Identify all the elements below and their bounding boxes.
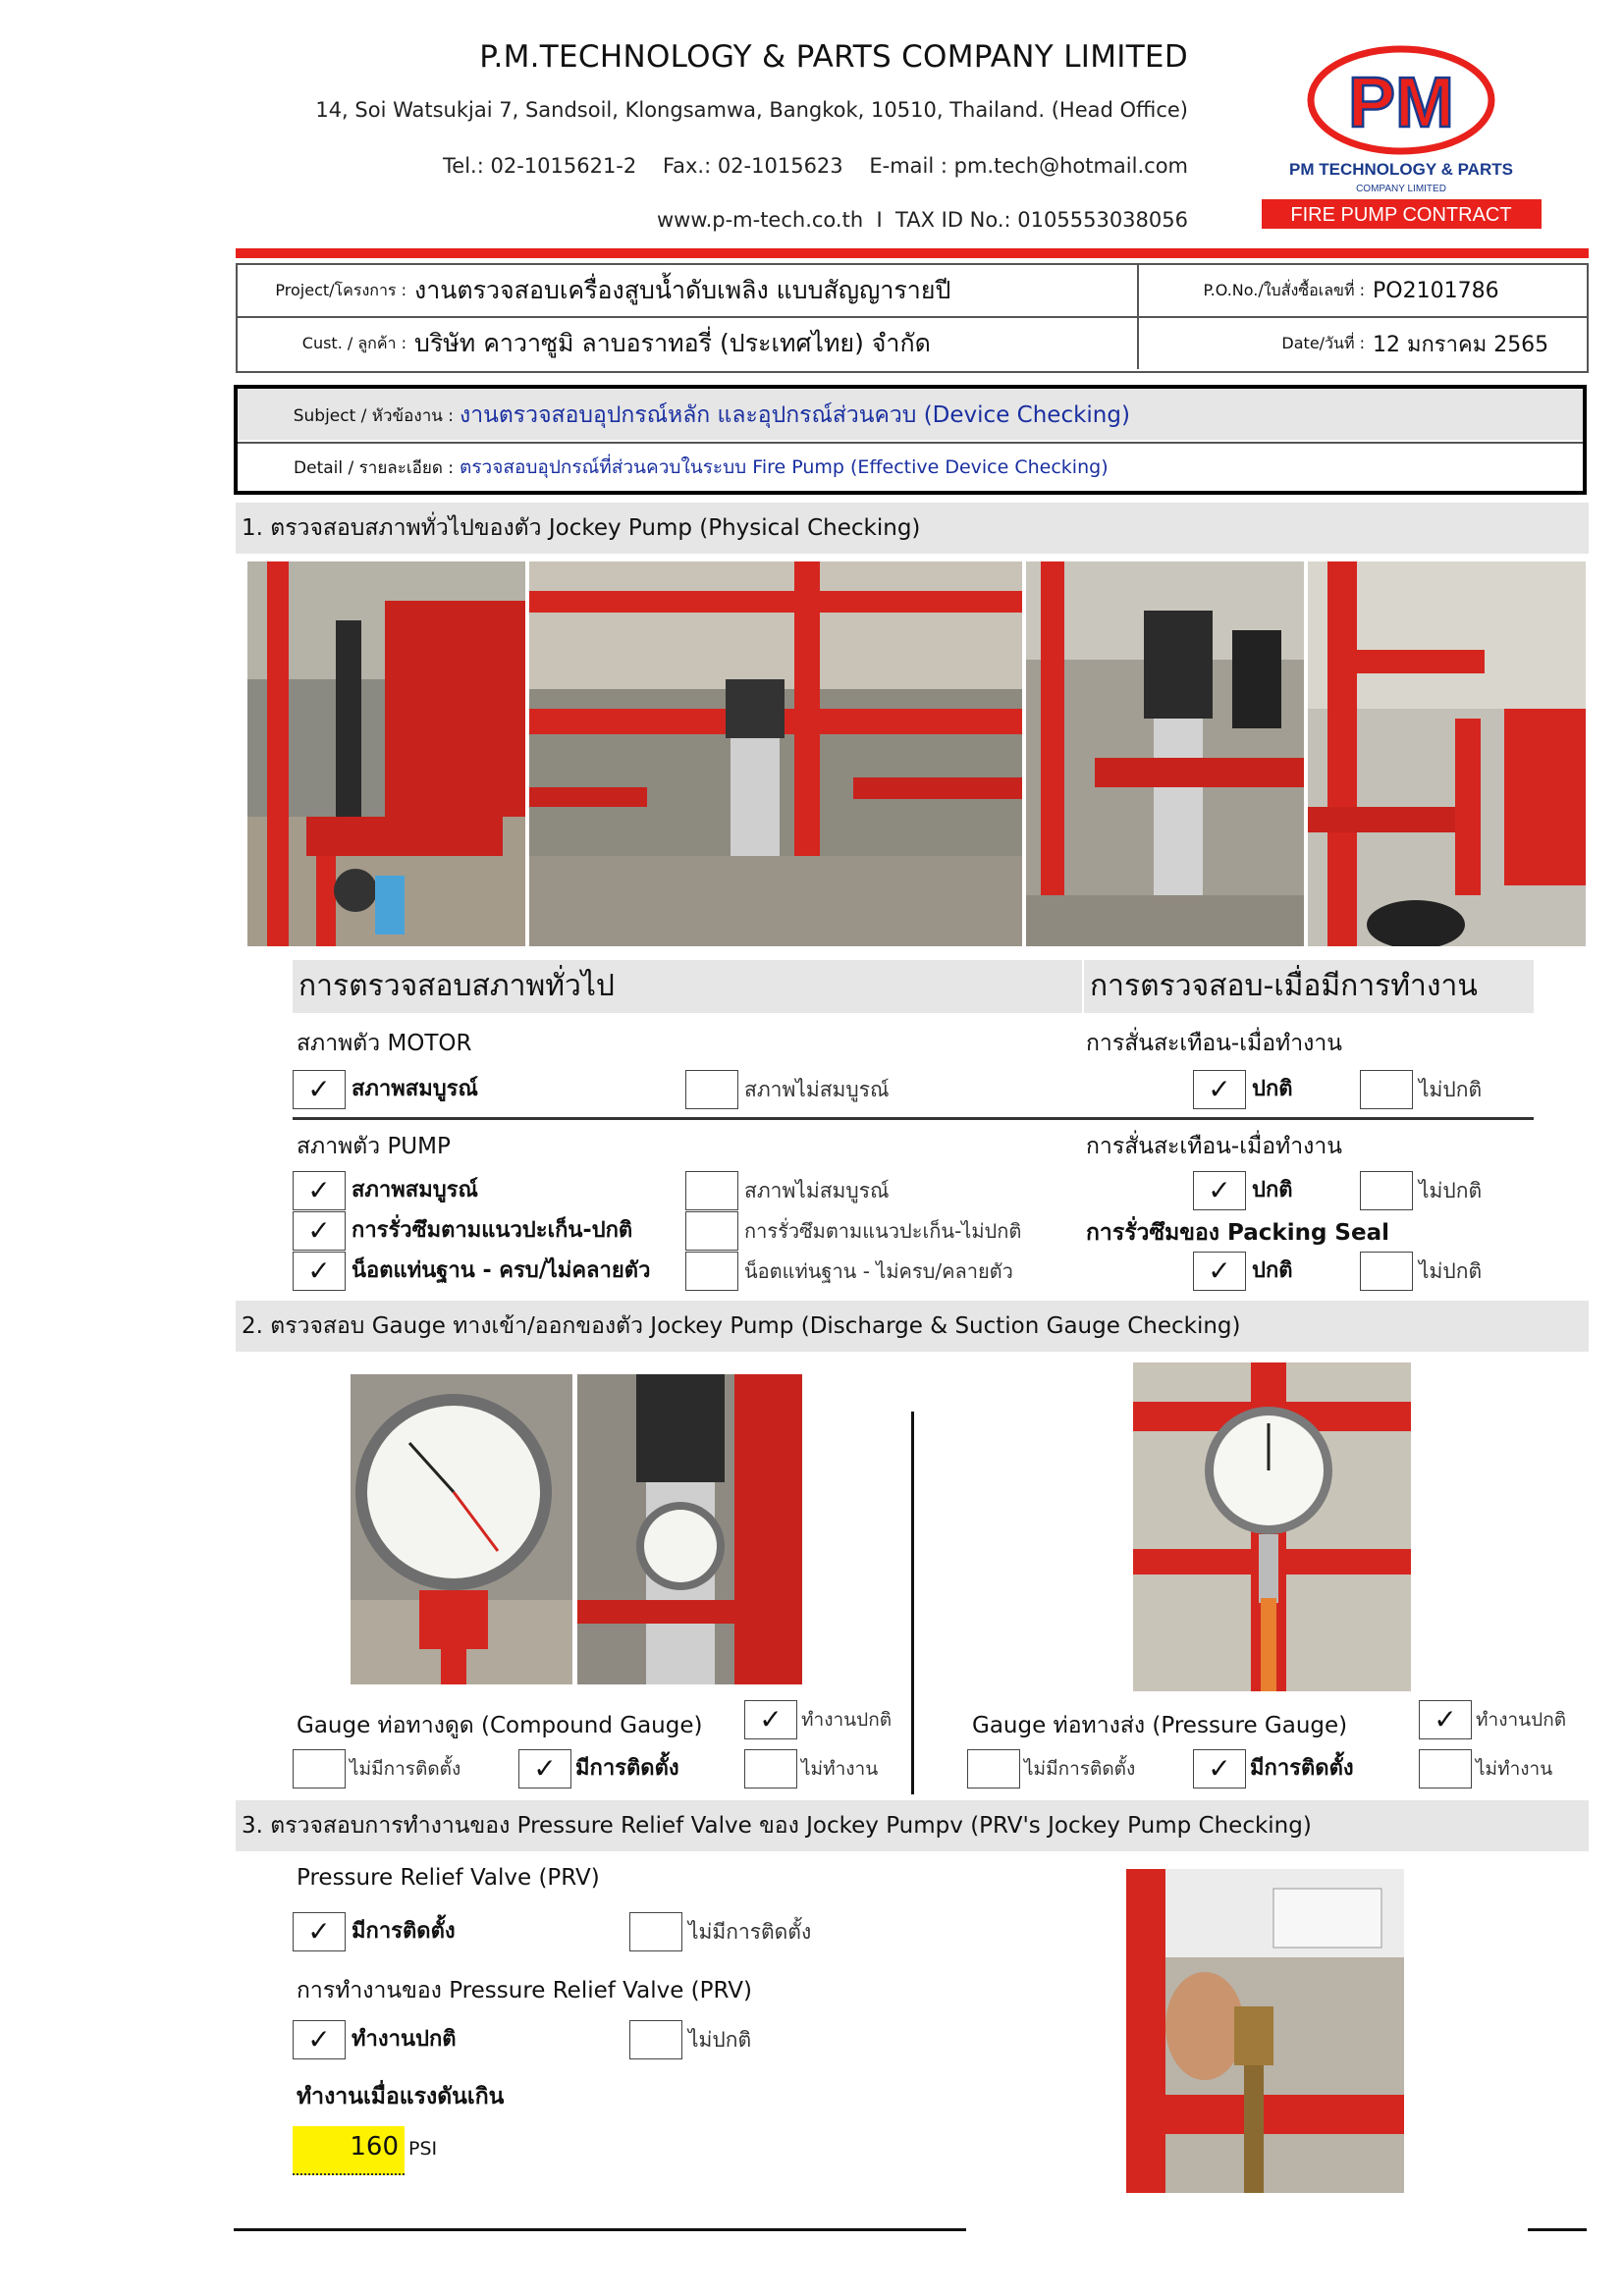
company-name: P.M.TECHNOLOGY & PARTS COMPANY LIMITED: [479, 39, 1188, 75]
pump-heading: สภาพตัว PUMP: [297, 1134, 451, 1159]
discharge-working-label: ทำงานปกติ: [1476, 1709, 1567, 1731]
prv-not-installed-checkbox[interactable]: [629, 1912, 682, 1951]
cust-label: Cust. / ลูกค้า :: [301, 333, 406, 352]
suction-gauge-label: Gauge ท่อทางดูด (Compound Gauge): [297, 1713, 703, 1738]
suction-gauge-photo-1: [351, 1374, 572, 1684]
discharge-installed-label: มีการติดตั้ง: [1250, 1756, 1354, 1781]
packing-normal-label: ปกติ: [1252, 1258, 1293, 1283]
bolt-bad-label: น็อตแท่นฐาน - ไม่ครบ/คลายตัว: [744, 1259, 1013, 1283]
company-logo: [1262, 44, 1542, 236]
discharge-not-installed-checkbox[interactable]: [967, 1749, 1020, 1789]
pressure-value: 160: [350, 2132, 399, 2162]
motor-complete-label: สภาพสมบูรณ์: [352, 1077, 478, 1101]
suction-installed-checkbox[interactable]: ✓: [518, 1749, 571, 1789]
detail-value: ตรวจสอบอุปกรณ์ที่ส่วนควบในระบบ Fire Pump (Effective Device Checking): [460, 456, 1109, 478]
pump-incomplete-label: สภาพไม่สมบูรณ์: [744, 1179, 890, 1202]
suction-installed-label: มีการติดตั้ง: [575, 1756, 679, 1781]
leak-ok-checkbox[interactable]: ✓: [293, 1211, 346, 1251]
prv-photo: [1126, 1869, 1404, 2193]
gauge-divider: [911, 1412, 914, 1794]
pump-vibration-abnormal-label: ไม่ปกติ: [1419, 1179, 1483, 1202]
packing-abnormal-label: ไม่ปกติ: [1419, 1259, 1483, 1283]
detail-label: Detail / รายละเอียด :: [294, 457, 454, 478]
discharge-not-working-label: ไม่ทำงาน: [1476, 1758, 1553, 1780]
logo-sub2: COMPANY LIMITED: [1356, 184, 1446, 194]
leak-bad-checkbox[interactable]: [685, 1211, 738, 1251]
suction-working-label: ทำงานปกติ: [801, 1709, 893, 1731]
pressure-heading: ทำงานเมื่อแรงดันเกิน: [297, 2084, 505, 2109]
pump-vibration-normal-checkbox[interactable]: ✓: [1193, 1171, 1246, 1210]
jockey-pump-photo-4: [1308, 561, 1586, 946]
company-web: www.p-m-tech.co.th I TAX ID No.: 0105553038056: [656, 208, 1188, 232]
logo-text: PM: [1348, 64, 1454, 142]
leak-ok-label: การรั่วซึมตามแนวปะเก็น-ปกติ: [352, 1218, 633, 1243]
packing-abnormal-checkbox[interactable]: [1360, 1252, 1413, 1291]
discharge-installed-checkbox[interactable]: ✓: [1193, 1749, 1246, 1789]
motor-vibration-abnormal-checkbox[interactable]: [1360, 1070, 1413, 1109]
subject-label: Subject / หัวข้องาน :: [293, 405, 454, 426]
footer-line-left: [234, 2228, 966, 2231]
logo-banner: FIRE PUMP CONTRACT: [1290, 204, 1512, 226]
suction-working-checkbox[interactable]: ✓: [744, 1700, 797, 1739]
discharge-gauge-label: Gauge ท่อทางส่ง (Pressure Gauge): [972, 1713, 1348, 1738]
prv-abnormal-checkbox[interactable]: [629, 2020, 682, 2059]
po-value: PO2101786: [1373, 278, 1499, 303]
operation-heading: การตรวจสอบ-เมื่อมีการทำงาน: [1084, 960, 1534, 1013]
bolt-bad-checkbox[interactable]: [685, 1252, 738, 1291]
prv-working-checkbox[interactable]: ✓: [293, 2020, 346, 2059]
discharge-gauge-photo: [1133, 1362, 1411, 1691]
pump-incomplete-checkbox[interactable]: [685, 1171, 738, 1210]
prv-operation-heading: การทำงานของ Pressure Relief Valve (PRV): [297, 1978, 752, 2003]
discharge-not-working-checkbox[interactable]: [1419, 1749, 1472, 1789]
motor-incomplete-checkbox[interactable]: [685, 1070, 738, 1109]
suction-not-installed-checkbox[interactable]: [293, 1749, 346, 1789]
suction-not-working-checkbox[interactable]: [744, 1749, 797, 1789]
jockey-pump-photo-2: [529, 561, 1022, 946]
general-heading: การตรวจสอบสภาพทั่วไป: [293, 960, 1082, 1013]
motor-incomplete-label: สภาพไม่สมบูรณ์: [744, 1078, 890, 1101]
prv-working-label: ทำงานปกติ: [352, 2027, 457, 2052]
po-label: P.O.No./ใบสั่งซื้อเลขที่ :: [1203, 280, 1365, 299]
bolt-ok-checkbox[interactable]: ✓: [293, 1252, 346, 1291]
leak-bad-label: การรั่วซึมตามแนวปะเก็น-ไม่ปกติ: [744, 1219, 1022, 1243]
logo-sub1: PM TECHNOLOGY & PARTS: [1289, 160, 1513, 179]
pump-complete-checkbox[interactable]: ✓: [293, 1171, 346, 1210]
discharge-working-checkbox[interactable]: ✓: [1419, 1700, 1472, 1739]
suction-gauge-photo-2: [577, 1374, 802, 1684]
discharge-not-installed-label: ไม่มีการติดตั้ง: [1024, 1758, 1136, 1780]
pressure-field[interactable]: [293, 2126, 405, 2175]
motor-complete-checkbox[interactable]: ✓: [293, 1070, 346, 1109]
project-value: งานตรวจสอบเครื่องสูบน้ำดับเพลิง แบบสัญญารายปี: [414, 276, 951, 304]
motor-vibration-normal-checkbox[interactable]: ✓: [1193, 1070, 1246, 1109]
prv-heading: Pressure Relief Valve (PRV): [297, 1865, 600, 1891]
company-contact: Tel.: 02-1015621-2 Fax.: 02-1015623 E-mail : pm.tech@hotmail.com: [443, 154, 1188, 178]
motor-vibration-abnormal-label: ไม่ปกติ: [1419, 1078, 1483, 1101]
pump-vibration-normal-label: ปกติ: [1252, 1178, 1293, 1202]
footer-line-right: [1528, 2228, 1587, 2231]
project-label: Project/โครงการ :: [275, 280, 406, 299]
cust-value: บริษัท คาวาซูมิ ลาบอราทอรี่ (ประเทศไทย) จำกัด: [414, 329, 931, 357]
jockey-pump-photo-1: [247, 561, 525, 946]
section3-title: 3. ตรวจสอบการทำงานของ Pressure Relief Valve ของ Jockey Pumpv (PRV's Jockey Pump Checking): [236, 1800, 1589, 1851]
suction-not-installed-label: ไม่มีการติดตั้ง: [350, 1758, 461, 1780]
pump-vibration-abnormal-checkbox[interactable]: [1360, 1171, 1413, 1210]
section2-title: 2. ตรวจสอบ Gauge ทางเข้า/ออกของตัว Jockey Pump (Discharge & Suction Gauge Checking): [236, 1301, 1589, 1352]
company-address: 14, Soi Watsukjai 7, Sandsoil, Klongsamwa, Bangkok, 10510, Thailand. (Head Office): [315, 98, 1188, 122]
packing-normal-checkbox[interactable]: ✓: [1193, 1252, 1246, 1291]
suction-not-working-label: ไม่ทำงาน: [801, 1758, 879, 1780]
bolt-ok-label: น็อตแท่นฐาน - ครบ/ไม่คลายตัว: [352, 1258, 651, 1283]
motor-heading: สภาพตัว MOTOR: [297, 1031, 472, 1056]
header-divider: [236, 248, 1589, 258]
prv-not-installed-label: ไม่มีการติดตั้ง: [688, 1920, 812, 1944]
prv-installed-label: มีการติดตั้ง: [352, 1919, 456, 1944]
pressure-unit: PSI: [408, 2138, 438, 2160]
date-value: 12 มกราคม 2565: [1373, 332, 1549, 357]
section1-title: 1. ตรวจสอบสภาพทั่วไปของตัว Jockey Pump (Physical Checking): [236, 503, 1589, 554]
subject-value: งานตรวจสอบอุปกรณ์หลัก และอุปกรณ์ส่วนควบ (Device Checking): [460, 402, 1130, 428]
pump-complete-label: สภาพสมบูรณ์: [352, 1178, 478, 1202]
jockey-pump-photo-3: [1026, 561, 1304, 946]
date-label: Date/วันที่ :: [1281, 333, 1365, 352]
motor-divider: [293, 1117, 1534, 1120]
vibration-heading-motor: การสั่นสะเทือน-เมื่อทำงาน: [1086, 1031, 1342, 1056]
vibration-heading-pump: การสั่นสะเทือน-เมื่อทำงาน: [1086, 1134, 1342, 1159]
prv-installed-checkbox[interactable]: ✓: [293, 1912, 346, 1951]
motor-vibration-normal-label: ปกติ: [1252, 1077, 1293, 1101]
prv-abnormal-label: ไม่ปกติ: [688, 2028, 752, 2052]
packing-heading: การรั่วซึมของ Packing Seal: [1086, 1220, 1389, 1246]
